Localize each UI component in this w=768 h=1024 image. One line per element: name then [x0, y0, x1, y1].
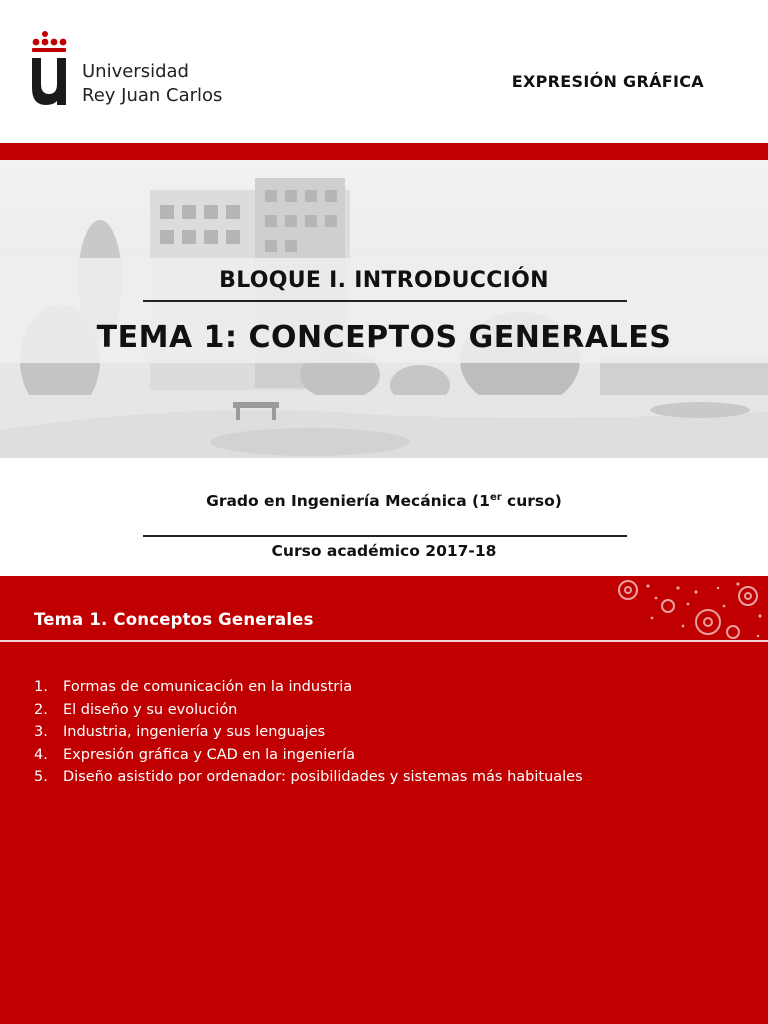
topic-title: TEMA 1: CONCEPTOS GENERALES: [96, 320, 672, 355]
list-item-number: 1.: [34, 679, 48, 695]
university-name-line1: Universidad: [82, 61, 189, 82]
section-divider: [0, 640, 768, 642]
list-item: [34, 721, 583, 744]
list-item-number: 4.: [34, 746, 48, 763]
list-item-label: Expresión gráfica y CAD en la ingeniería: [63, 746, 356, 763]
list-item: [34, 744, 583, 767]
degree-name-suffix: curso): [501, 492, 562, 511]
list-item: [34, 699, 583, 722]
academic-year: Curso académico 2017-18: [271, 542, 497, 560]
list-item: [34, 676, 583, 699]
list-item-label: Industria, ingeniería y sus lenguajes: [63, 724, 326, 740]
list-item-label: Formas de comunicación en la industria: [63, 679, 353, 695]
list-item-label: Diseño asistido por ordenador: posibilidades y sistemas más habituales: [63, 769, 583, 785]
section-title: Tema 1. Conceptos Generales: [34, 610, 314, 629]
list-item-number: 2.: [34, 701, 48, 718]
degree-name-sup: er: [489, 492, 502, 503]
title-divider: [143, 300, 627, 302]
list-item-number: 3.: [34, 724, 48, 740]
red-band: [0, 143, 768, 160]
contents-list: [34, 676, 583, 789]
block-title: BLOQUE I. INTRODUCCIÓN: [219, 268, 549, 293]
list-item-number: 5.: [34, 769, 48, 785]
university-logo: [26, 30, 86, 105]
list-item: [34, 766, 583, 789]
list-item-label: El diseño y su evolución: [63, 701, 238, 718]
degree-divider: [143, 535, 627, 537]
degree-name: [0, 492, 768, 510]
university-name-line2: Rey Juan Carlos: [82, 85, 223, 106]
course-title: EXPRESIÓN GRÁFICA: [511, 72, 704, 91]
degree-name-prefix: Grado en Ingeniería Mecánica (1: [206, 492, 490, 511]
gears-decoration-icon: [608, 576, 768, 642]
university-name: [82, 60, 222, 108]
contents-section: [0, 576, 768, 1024]
